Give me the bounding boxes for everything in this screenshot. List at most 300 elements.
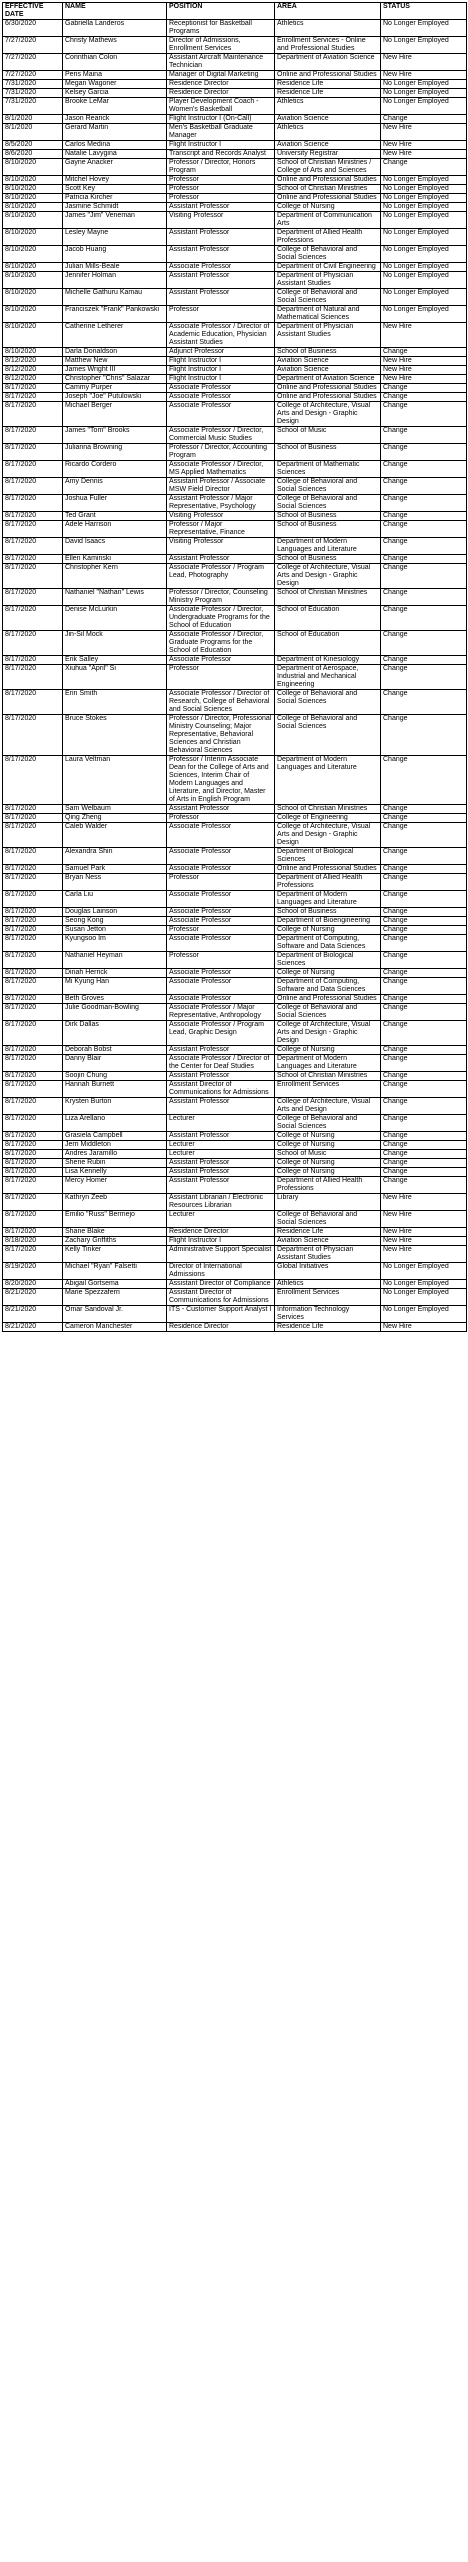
cell-area: Department of Mathematic Sciences	[275, 461, 381, 478]
cell-effective-date: 8/21/2020	[3, 1323, 63, 1332]
cell-effective-date: 8/17/2020	[3, 1081, 63, 1098]
cell-area: Department of Physician Assistant Studies	[275, 323, 381, 348]
cell-area: University Registrar	[275, 150, 381, 159]
table-row	[3, 185, 467, 194]
cell-status: No Longer Employed	[381, 194, 467, 203]
cell-effective-date: 7/27/2020	[3, 71, 63, 80]
header-name: NAME	[63, 3, 167, 20]
cell-status: Change	[381, 805, 467, 814]
cell-area: Athletics	[275, 124, 381, 141]
cell-position: Assistant Professor / Major Representative, Psychology	[167, 495, 275, 512]
cell-status: New Hire	[381, 124, 467, 141]
table-row	[3, 1228, 467, 1237]
header-row	[3, 3, 467, 20]
cell-position: Associate Professor	[167, 908, 275, 917]
cell-position: Flight Instructor I	[167, 357, 275, 366]
table-row	[3, 1098, 467, 1115]
cell-status: No Longer Employed	[381, 229, 467, 246]
table-row	[3, 263, 467, 272]
cell-position: Lecturer	[167, 1141, 275, 1150]
cell-area: Online and Professional Studies	[275, 384, 381, 393]
cell-name: Scott Key	[63, 185, 167, 194]
cell-position: Associate Professor	[167, 393, 275, 402]
cell-effective-date: 8/17/2020	[3, 1046, 63, 1055]
cell-position: Professor / Director, Honors Program	[167, 159, 275, 176]
cell-status: No Longer Employed	[381, 89, 467, 98]
cell-area: College of Nursing	[275, 1132, 381, 1141]
cell-position: Assistant Professor	[167, 1046, 275, 1055]
cell-status: Change	[381, 115, 467, 124]
table-row	[3, 891, 467, 908]
cell-name: Jennifer Holman	[63, 272, 167, 289]
table-row	[3, 159, 467, 176]
cell-status: New Hire	[381, 71, 467, 80]
cell-status: Change	[381, 917, 467, 926]
table-row	[3, 1177, 467, 1194]
cell-effective-date: 8/17/2020	[3, 805, 63, 814]
cell-area: School of Music	[275, 1150, 381, 1159]
cell-name: Zachary Griffiths	[63, 1237, 167, 1246]
cell-area: College of Behavioral and Social Sciences	[275, 715, 381, 756]
table-row	[3, 874, 467, 891]
table-row	[3, 521, 467, 538]
cell-name: Brooke LeMar	[63, 98, 167, 115]
cell-status: Change	[381, 521, 467, 538]
cell-name: Alexandra Shin	[63, 848, 167, 865]
cell-name: Sam Welbaum	[63, 805, 167, 814]
cell-effective-date: 7/31/2020	[3, 80, 63, 89]
cell-position: ITS - Customer Support Analyst I	[167, 1306, 275, 1323]
table-row	[3, 1263, 467, 1280]
cell-name: Joseph "Joe" Putulowski	[63, 393, 167, 402]
cell-position: Associate Professor / Director of the Center for Deaf Studies	[167, 1055, 275, 1072]
cell-status: New Hire	[381, 54, 467, 71]
cell-effective-date: 8/17/2020	[3, 478, 63, 495]
cell-status: No Longer Employed	[381, 80, 467, 89]
cell-status: Change	[381, 159, 467, 176]
cell-name: Soojin Chung	[63, 1072, 167, 1081]
table-row	[3, 1021, 467, 1046]
cell-status: Change	[381, 848, 467, 865]
cell-area: College of Behavioral and Social Sciences	[275, 495, 381, 512]
header-area: AREA	[275, 3, 381, 20]
cell-position: Associate Professor / Director, Commercial Music Studies	[167, 427, 275, 444]
cell-area: Online and Professional Studies	[275, 393, 381, 402]
cell-name: Gayne Anacker	[63, 159, 167, 176]
cell-area: College of Behavioral and Social Sciences	[275, 690, 381, 715]
cell-area: Department of Modern Languages and Literature	[275, 538, 381, 555]
cell-name: Abigail Gortsema	[63, 1280, 167, 1289]
cell-status: Change	[381, 935, 467, 952]
cell-status: No Longer Employed	[381, 212, 467, 229]
table-row	[3, 908, 467, 917]
table-row	[3, 1289, 467, 1306]
cell-status: New Hire	[381, 1194, 467, 1211]
cell-status: New Hire	[381, 366, 467, 375]
table-row	[3, 690, 467, 715]
cell-area: School of Music	[275, 427, 381, 444]
cell-area: School of Business	[275, 512, 381, 521]
cell-position: Residence Director	[167, 1323, 275, 1332]
cell-position: Player Development Coach - Women's Basketball	[167, 98, 275, 115]
table-row	[3, 37, 467, 54]
cell-status: Change	[381, 665, 467, 690]
cell-position: Flight Instructor I	[167, 375, 275, 384]
cell-status: Change	[381, 1046, 467, 1055]
table-row	[3, 89, 467, 98]
cell-effective-date: 8/17/2020	[3, 848, 63, 865]
cell-position: Professor / Director, Counseling Ministry Program	[167, 589, 275, 606]
cell-effective-date: 8/17/2020	[3, 1098, 63, 1115]
cell-position: Assistant Director of Communications for Admissions	[167, 1081, 275, 1098]
cell-name: Christopher Kern	[63, 564, 167, 589]
cell-area: School of Education	[275, 606, 381, 631]
cell-position: Assistant Professor	[167, 203, 275, 212]
table-row	[3, 272, 467, 289]
cell-position: Flight Instructor I	[167, 366, 275, 375]
cell-effective-date: 8/17/2020	[3, 512, 63, 521]
cell-area: Department of Bioengineering	[275, 917, 381, 926]
cell-area: College of Nursing	[275, 926, 381, 935]
cell-position: Professor	[167, 952, 275, 969]
table-row	[3, 1211, 467, 1228]
table-row	[3, 212, 467, 229]
table-row	[3, 1081, 467, 1098]
cell-effective-date: 8/17/2020	[3, 444, 63, 461]
cell-area: College of Behavioral and Social Sciences	[275, 289, 381, 306]
cell-position: Professor	[167, 874, 275, 891]
cell-status: Change	[381, 393, 467, 402]
cell-status: No Longer Employed	[381, 176, 467, 185]
cell-name: Carlos Medina	[63, 141, 167, 150]
cell-position: Professor	[167, 926, 275, 935]
cell-position: Flight Instructor I	[167, 141, 275, 150]
cell-position: Associate Professor	[167, 384, 275, 393]
cell-name: Hannah Burnett	[63, 1081, 167, 1098]
cell-area: Department of Physician Assistant Studies	[275, 272, 381, 289]
cell-name: Susan Jetton	[63, 926, 167, 935]
table-row	[3, 375, 467, 384]
cell-effective-date: 8/17/2020	[3, 1246, 63, 1263]
cell-position: Assistant Aircraft Maintenance Technician	[167, 54, 275, 71]
cell-status: Change	[381, 461, 467, 478]
cell-effective-date: 8/10/2020	[3, 348, 63, 357]
cell-position: Associate Professor	[167, 865, 275, 874]
cell-name: Lisa Kennelly	[63, 1168, 167, 1177]
cell-effective-date: 8/17/2020	[3, 589, 63, 606]
cell-area: Department of Allied Health Professions	[275, 1177, 381, 1194]
cell-effective-date: 8/17/2020	[3, 1211, 63, 1228]
cell-effective-date: 8/10/2020	[3, 194, 63, 203]
table-row	[3, 357, 467, 366]
cell-position: Assistant Professor	[167, 1177, 275, 1194]
cell-effective-date: 8/17/2020	[3, 606, 63, 631]
cell-area: College of Behavioral and Social Sciences	[275, 478, 381, 495]
cell-name: Jacob Huang	[63, 246, 167, 263]
cell-name: Ted Grant	[63, 512, 167, 521]
table-row	[3, 538, 467, 555]
cell-effective-date: 8/17/2020	[3, 1021, 63, 1046]
cell-name: Amy Dennis	[63, 478, 167, 495]
cell-effective-date: 8/17/2020	[3, 823, 63, 848]
cell-name: Omar Sandoval Jr.	[63, 1306, 167, 1323]
cell-area: Department of Communication Arts	[275, 212, 381, 229]
cell-area: Department of Aviation Science	[275, 54, 381, 71]
cell-effective-date: 8/17/2020	[3, 1055, 63, 1072]
cell-status: Change	[381, 402, 467, 427]
cell-name: Matthew New	[63, 357, 167, 366]
cell-status: No Longer Employed	[381, 1306, 467, 1323]
cell-area: Department of Natural and Mathematical Sciences	[275, 306, 381, 323]
cell-position: Associate Professor / Program Lead, Graphic Design	[167, 1021, 275, 1046]
cell-effective-date: 8/19/2020	[3, 1263, 63, 1280]
cell-area: Enrollment Services	[275, 1081, 381, 1098]
cell-position: Adjunct Professor	[167, 348, 275, 357]
cell-name: Carla Liu	[63, 891, 167, 908]
cell-position: Associate Professor	[167, 935, 275, 952]
cell-area: College of Behavioral and Social Sciences	[275, 1004, 381, 1021]
cell-name: Sherie Rubin	[63, 1159, 167, 1168]
cell-name: Erik Salley	[63, 656, 167, 665]
cell-status: Change	[381, 891, 467, 908]
cell-name: Deborah Bobst	[63, 1046, 167, 1055]
cell-effective-date: 8/10/2020	[3, 159, 63, 176]
cell-effective-date: 8/18/2020	[3, 1237, 63, 1246]
cell-name: Ricardo Cordero	[63, 461, 167, 478]
cell-name: Franciszek "Frank" Pankowski	[63, 306, 167, 323]
cell-name: Darla Donaldson	[63, 348, 167, 357]
cell-effective-date: 8/10/2020	[3, 272, 63, 289]
table-row	[3, 427, 467, 444]
cell-name: Beth Groves	[63, 995, 167, 1004]
cell-position: Assistant Professor	[167, 555, 275, 564]
cell-effective-date: 8/12/2020	[3, 366, 63, 375]
cell-status: New Hire	[381, 1228, 467, 1237]
cell-area: Aviation Science	[275, 115, 381, 124]
table-row	[3, 917, 467, 926]
cell-position: Visiting Professor	[167, 538, 275, 555]
cell-position: Assistant Professor	[167, 1072, 275, 1081]
cell-name: James "Tom" Brooks	[63, 427, 167, 444]
cell-name: Michelle Gathuru Kamau	[63, 289, 167, 306]
table-row	[3, 665, 467, 690]
cell-area: Department of Civil Engineering	[275, 263, 381, 272]
table-row	[3, 631, 467, 656]
table-row	[3, 1072, 467, 1081]
cell-status: No Longer Employed	[381, 1263, 467, 1280]
cell-name: Julian Mills-Beale	[63, 263, 167, 272]
table-row	[3, 495, 467, 512]
cell-position: Assistant Professor	[167, 289, 275, 306]
cell-area: Department of Physician Assistant Studies	[275, 1246, 381, 1263]
table-row	[3, 952, 467, 969]
cell-effective-date: 8/17/2020	[3, 402, 63, 427]
cell-status: Change	[381, 589, 467, 606]
table-row	[3, 323, 467, 348]
table-row	[3, 1115, 467, 1132]
cell-effective-date: 8/17/2020	[3, 935, 63, 952]
cell-area: Department of Allied Health Professions	[275, 874, 381, 891]
cell-position: Professor / Director, Accounting Program	[167, 444, 275, 461]
cell-status: Change	[381, 1081, 467, 1098]
cell-area: Department of Modern Languages and Literature	[275, 1055, 381, 1072]
cell-area: School of Business	[275, 555, 381, 564]
cell-position: Flight Instructor I	[167, 1237, 275, 1246]
table-row	[3, 393, 467, 402]
cell-status: Change	[381, 555, 467, 564]
cell-position: Associate Professor	[167, 263, 275, 272]
cell-effective-date: 8/10/2020	[3, 323, 63, 348]
cell-effective-date: 8/17/2020	[3, 756, 63, 805]
header-position: POSITION	[167, 3, 275, 20]
table-row	[3, 80, 467, 89]
cell-status: No Longer Employed	[381, 98, 467, 115]
cell-name: Michael "Ryan" Falsetti	[63, 1263, 167, 1280]
cell-position: Associate Professor	[167, 823, 275, 848]
cell-area: Enrollment Services - Online and Professional Studies	[275, 37, 381, 54]
cell-effective-date: 8/17/2020	[3, 1072, 63, 1081]
cell-name: Bryan Ness	[63, 874, 167, 891]
cell-area: Department of Biological Sciences	[275, 952, 381, 969]
table-row	[3, 124, 467, 141]
cell-name: James "Jim" Veneman	[63, 212, 167, 229]
cell-name: David Isaacs	[63, 538, 167, 555]
table-row	[3, 306, 467, 323]
cell-position: Residence Director	[167, 89, 275, 98]
cell-position: Assistant Professor	[167, 805, 275, 814]
cell-area: College of Architecture, Visual Arts and Design	[275, 1098, 381, 1115]
cell-position: Associate Professor	[167, 917, 275, 926]
cell-area: School of Christian Ministries	[275, 185, 381, 194]
table-row	[3, 656, 467, 665]
cell-name: Mitchel Hovey	[63, 176, 167, 185]
cell-effective-date: 8/17/2020	[3, 1115, 63, 1132]
table-row	[3, 935, 467, 952]
cell-name: Shane Blake	[63, 1228, 167, 1237]
cell-effective-date: 8/17/2020	[3, 917, 63, 926]
cell-effective-date: 8/17/2020	[3, 495, 63, 512]
table-row	[3, 478, 467, 495]
cell-status: New Hire	[381, 1211, 467, 1228]
cell-effective-date: 7/27/2020	[3, 37, 63, 54]
cell-name: Liza Arellano	[63, 1115, 167, 1132]
cell-status: Change	[381, 1115, 467, 1132]
table-row	[3, 1246, 467, 1263]
cell-effective-date: 8/17/2020	[3, 995, 63, 1004]
cell-status: No Longer Employed	[381, 185, 467, 194]
cell-area: College of Architecture, Visual Arts and Design - Graphic Design	[275, 1021, 381, 1046]
cell-position: Visiting Professor	[167, 512, 275, 521]
cell-effective-date: 8/17/2020	[3, 1141, 63, 1150]
cell-effective-date: 8/17/2020	[3, 865, 63, 874]
cell-position: Visiting Professor	[167, 212, 275, 229]
cell-name: Gabriella Landeros	[63, 20, 167, 37]
page	[2, 2, 466, 1332]
cell-effective-date: 8/17/2020	[3, 656, 63, 665]
cell-effective-date: 8/17/2020	[3, 908, 63, 917]
cell-effective-date: 8/17/2020	[3, 384, 63, 393]
cell-area: Information Technology Services	[275, 1306, 381, 1323]
cell-name: Emilio "Russ" Bermejo	[63, 1211, 167, 1228]
cell-position: Flight Instructor I (On-Call)	[167, 115, 275, 124]
cell-position: Associate Professor / Program Lead, Photography	[167, 564, 275, 589]
cell-area: College of Architecture, Visual Arts and Design - Graphic Design	[275, 402, 381, 427]
table-row	[3, 203, 467, 212]
cell-position: Assistant Professor	[167, 229, 275, 246]
cell-status: Change	[381, 427, 467, 444]
cell-name: Joshua Fuller	[63, 495, 167, 512]
table-row	[3, 402, 467, 427]
cell-effective-date: 8/17/2020	[3, 555, 63, 564]
cell-name: Nathaniel "Nathan" Lewis	[63, 589, 167, 606]
cell-effective-date: 8/17/2020	[3, 715, 63, 756]
cell-effective-date: 8/17/2020	[3, 926, 63, 935]
cell-status: No Longer Employed	[381, 246, 467, 263]
cell-area: School of Christian Ministries	[275, 1072, 381, 1081]
cell-name: Corinthian Colon	[63, 54, 167, 71]
table-row	[3, 969, 467, 978]
cell-position: Manager of Digital Marketing	[167, 71, 275, 80]
cell-area: Residence Life	[275, 1228, 381, 1237]
cell-status: Change	[381, 538, 467, 555]
cell-area: Aviation Science	[275, 366, 381, 375]
table-row	[3, 848, 467, 865]
cell-effective-date: 8/20/2020	[3, 1280, 63, 1289]
cell-status: New Hire	[381, 323, 467, 348]
cell-area: School of Business	[275, 908, 381, 917]
cell-status: New Hire	[381, 375, 467, 384]
cell-status: Change	[381, 952, 467, 969]
cell-position: Lecturer	[167, 1211, 275, 1228]
cell-position: Men's Basketball Graduate Manager	[167, 124, 275, 141]
cell-status: No Longer Employed	[381, 272, 467, 289]
cell-position: Professor	[167, 185, 275, 194]
cell-area: College of Behavioral and Social Sciences	[275, 1115, 381, 1132]
cell-effective-date: 6/30/2020	[3, 20, 63, 37]
cell-status: No Longer Employed	[381, 37, 467, 54]
cell-position: Associate Professor	[167, 891, 275, 908]
cell-position: Assistant Professor	[167, 1098, 275, 1115]
cell-position: Associate Professor / Director of Academic Education, Physician Assistant Studies	[167, 323, 275, 348]
cell-name: Douglas Lainson	[63, 908, 167, 917]
cell-effective-date: 8/17/2020	[3, 1004, 63, 1021]
cell-status: New Hire	[381, 357, 467, 366]
table-row	[3, 823, 467, 848]
cell-status: No Longer Employed	[381, 289, 467, 306]
cell-effective-date: 8/21/2020	[3, 1289, 63, 1306]
cell-status: No Longer Employed	[381, 20, 467, 37]
cell-status: Change	[381, 715, 467, 756]
cell-status: Change	[381, 865, 467, 874]
cell-status: Change	[381, 756, 467, 805]
cell-name: Dirk Dallas	[63, 1021, 167, 1046]
cell-effective-date: 7/31/2020	[3, 98, 63, 115]
cell-area: Online and Professional Studies	[275, 71, 381, 80]
cell-area: Department of Kinesiology	[275, 656, 381, 665]
cell-name: Caleb Walder	[63, 823, 167, 848]
table-row	[3, 54, 467, 71]
cell-effective-date: 8/10/2020	[3, 212, 63, 229]
cell-effective-date: 8/10/2020	[3, 289, 63, 306]
cell-area: Aviation Science	[275, 141, 381, 150]
table-row	[3, 115, 467, 124]
table-row	[3, 512, 467, 521]
cell-area: Department of Computing, Software and Data Sciences	[275, 935, 381, 952]
table-row	[3, 1055, 467, 1072]
cell-position: Residence Director	[167, 80, 275, 89]
header-status: STATUS	[381, 3, 467, 20]
cell-name: Xiuhua "April" Si	[63, 665, 167, 690]
